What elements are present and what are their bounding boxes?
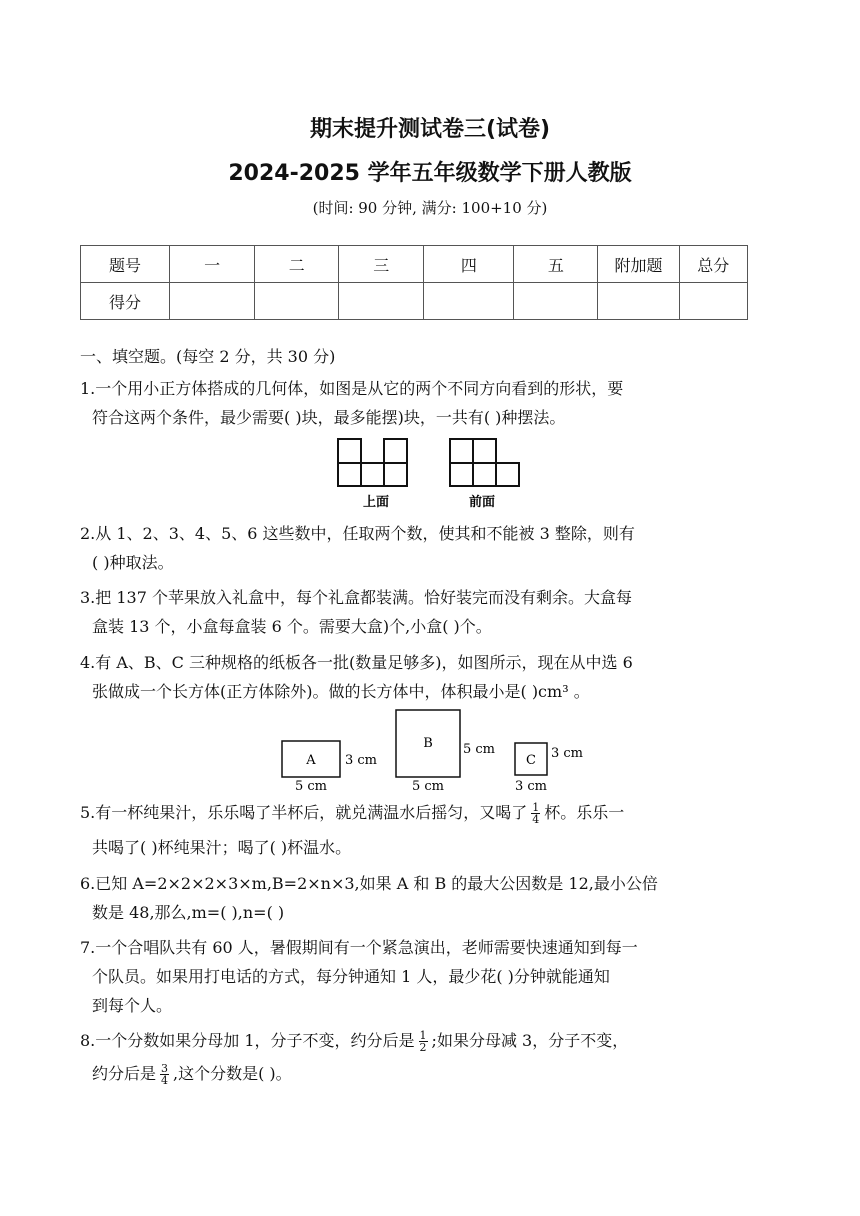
question-5 [80,798,785,862]
question-5-line2: 共喝了( )杯纯果汁；喝了( )杯温水。 [92,838,352,857]
score-header-cell: 一 [170,246,255,283]
board-a-label: A [306,753,316,768]
question-4 [80,648,785,706]
question-5-line1a: 5.有一杯纯果汁，乐乐喝了半杯后，就兑满温水后摇匀，又喝了 [80,803,528,822]
board-c-label: C [526,753,536,768]
question-8-line2: 约分后是 $\frac{3}{4}$ ,这个分数是( )。 [92,1062,292,1087]
board-b-width: 5 cm [411,779,445,794]
board-c-width: 3 cm [514,779,548,794]
top-view-label: 上面 [362,495,390,510]
question-6 [80,869,785,927]
fraction-one-half: $\frac{1}{2}$ [419,1029,427,1054]
question-4-figure [276,705,596,799]
front-view-label: 前面 [468,495,496,510]
score-header-cell: 三 [339,246,424,283]
exam-info: (时间: 90 分钟, 满分: 100+10 分) [312,199,548,217]
score-input-cell[interactable] [598,283,679,320]
question-6-line2: 数是 48,那么,m=( ),n=( ) [92,903,285,922]
question-3-line2: 盒装 13 个，小盒每盒装 6 个。需要大盒)个,小盒( )个。 [92,617,492,636]
section-title: 一、填空题。(每空 2 分，共 30 分) [80,347,336,366]
question-8-line1b: ;如果分母减 3，分子不变， [431,1031,629,1050]
score-header-cell: 五 [514,246,598,283]
question-4-line2: 张做成一个长方体(正方体除外)。做的长方体中，体积最小是( )cm³ 。 [92,682,590,701]
score-input-cell[interactable] [679,283,747,320]
score-header-cell: 附加题 [598,246,679,283]
question-4-line1: 4.有 A、B、C 三种规格的纸板各一批(数量足够多)，如图所示，现在从中选 6 [80,653,633,672]
fraction-three-quarters: $\frac{3}{4}$ [161,1062,169,1087]
question-5-line1b: 杯。乐乐一 [544,803,625,822]
score-row-label: 得分 [81,283,170,320]
score-header-cell: 二 [255,246,339,283]
board-a-height: 3 cm [345,753,378,768]
score-header-cell: 四 [424,246,514,283]
question-2-line2: ( )种取法。 [92,553,174,572]
score-table [80,245,748,320]
question-8-line1a: 8.一个分数如果分母加 1，分子不变，约分后是 [80,1031,415,1050]
question-7-line3: 到每个人。 [92,996,173,1015]
question-1-figure [330,434,530,518]
question-3-line1: 3.把 137 个苹果放入礼盒中，每个礼盒都装满。恰好装完而没有剩余。大盒每 [80,588,632,607]
question-1-line1: 1.一个用小正方体搭成的几何体，如图是从它的两个不同方向看到的形状，要 [80,379,624,398]
question-3 [80,583,785,641]
board-b-label: B [423,736,433,751]
question-7-line1: 7.一个合唱队共有 60 人，暑假期间有一个紧急演出，老师需要快速通知到每一 [80,938,638,957]
question-8 [80,1026,785,1088]
question-1-line2: 符合这两个条件，最少需要( )块，最多能摆)块，一共有( )种摆法。 [92,408,566,427]
question-1 [80,374,785,432]
exam-title: 期末提升测试卷三(试卷) [309,117,551,142]
score-input-cell[interactable] [255,283,339,320]
score-input-cell[interactable] [424,283,514,320]
score-header-cell: 总分 [679,246,747,283]
question-2 [80,519,785,577]
board-b-height: 5 cm [463,742,496,757]
question-7-line2: 个队员。如果用打电话的方式，每分钟通知 1 人，最少花( )分钟就能通知 [92,967,610,986]
score-table-score-row [81,283,748,320]
board-c-height: 3 cm [551,746,584,761]
score-header-cell: 题号 [81,246,170,283]
question-6-line1: 6.已知 A=2×2×2×3×m,B=2×n×3,如果 A 和 B 的最大公因数是 12,最小公倍 [80,874,658,893]
score-input-cell[interactable] [339,283,424,320]
score-input-cell[interactable] [170,283,255,320]
question-7 [80,933,785,1020]
question-2-line1: 2.从 1、2、3、4、5、6 这些数中，任取两个数，使其和不能被 3 整除，则有 [80,524,635,543]
fraction-one-quarter: $\frac{1}{4}$ [532,801,540,826]
board-a-width: 5 cm [294,779,328,794]
score-table-header-row [81,246,748,283]
exam-subtitle: 2024-2025 学年五年级数学下册人教版 [228,161,632,186]
score-input-cell[interactable] [514,283,598,320]
